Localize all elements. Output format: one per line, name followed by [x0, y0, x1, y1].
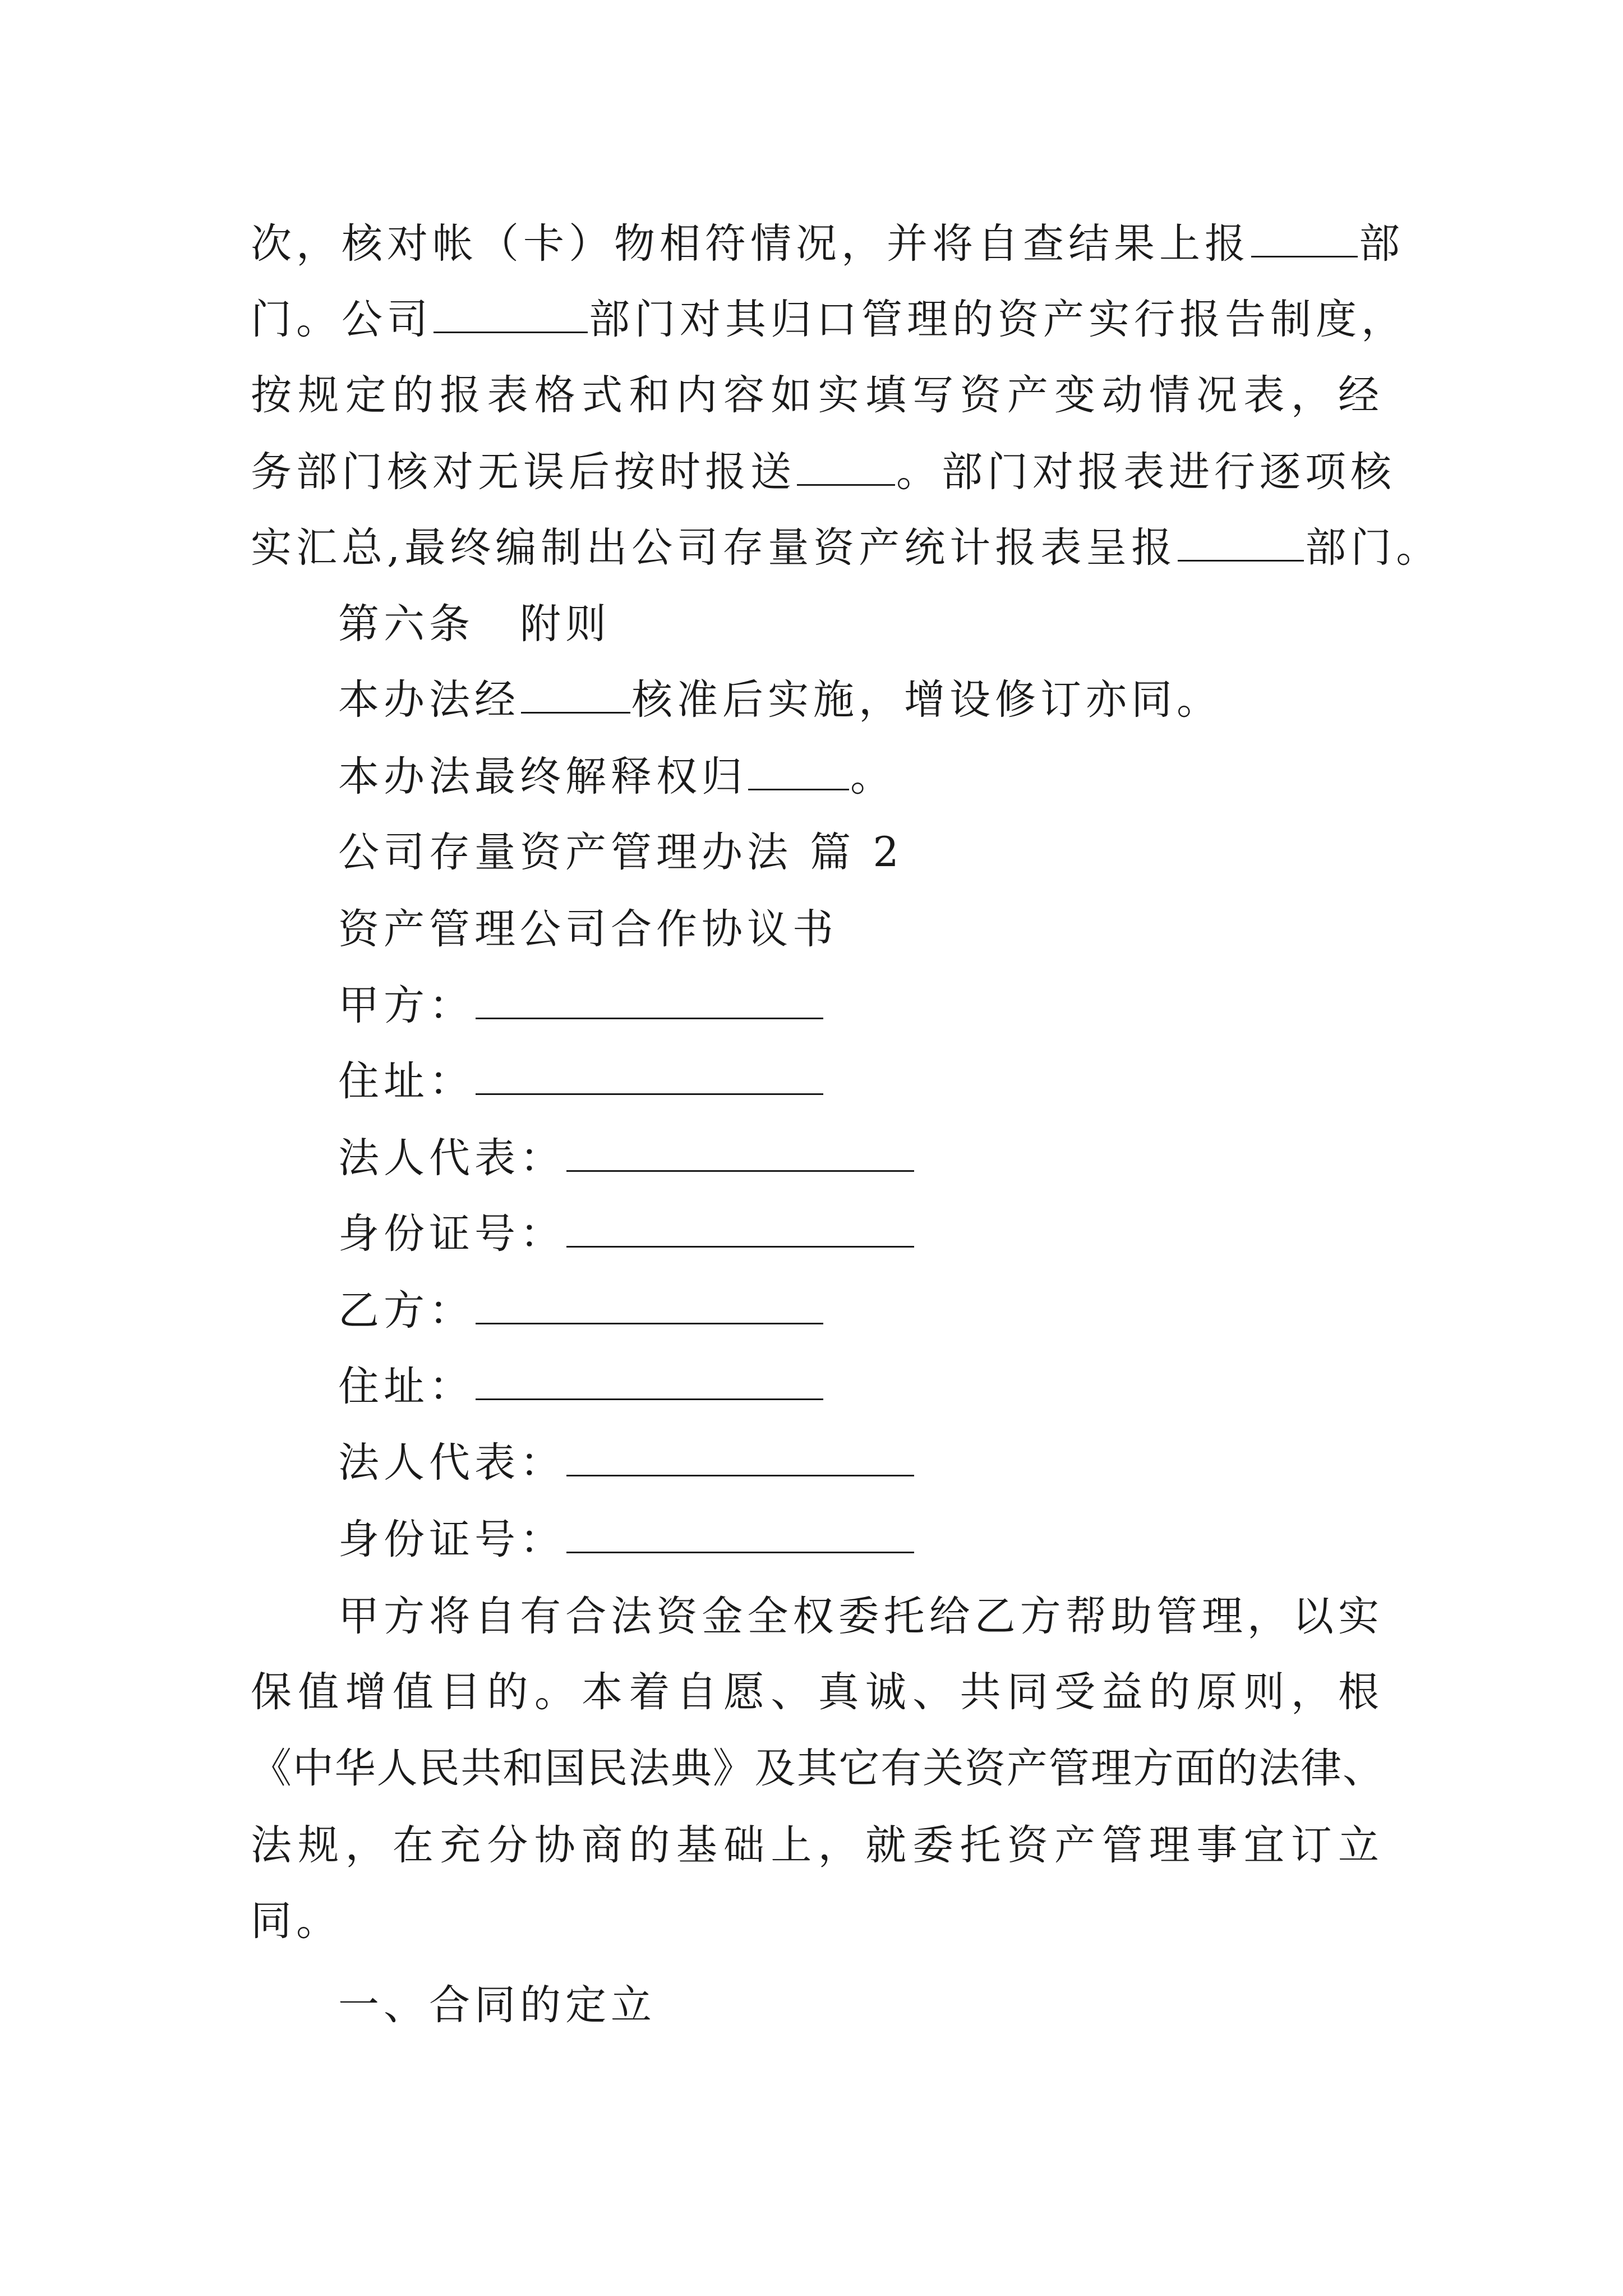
article-heading: 第六条 附则 — [338, 600, 611, 648]
legal-rep-b-row — [338, 1435, 1384, 1491]
address-a-label: 住址： — [338, 1057, 474, 1105]
legal-rep-b-blank — [566, 1440, 914, 1476]
party-a-row — [338, 978, 1384, 1034]
text-run: 核准后实施，增设修订亦同。 — [631, 676, 1222, 724]
section-title: 公司存量资产管理办法 篇 2 — [338, 829, 903, 876]
text-run: 部 — [1359, 220, 1404, 268]
address-b-label: 住址： — [338, 1363, 474, 1410]
party-a-label: 甲方： — [338, 982, 474, 1029]
paragraph-line — [251, 216, 1404, 272]
fill-blank — [521, 677, 630, 714]
fill-blank — [748, 754, 849, 790]
fill-blank — [434, 297, 588, 333]
legal-rep-b-label: 法人代表： — [338, 1439, 565, 1487]
id-b-label: 身份证号： — [338, 1516, 565, 1563]
id-b-blank — [566, 1517, 914, 1553]
text-run: 。 — [850, 753, 896, 800]
text-run: 次，核对帐（卡）物相符情况，并将自查结果上报 — [251, 220, 1250, 268]
text-run: 本办法经 — [338, 676, 520, 724]
id-a-label: 身份证号： — [338, 1210, 565, 1258]
party-b-blank — [476, 1288, 823, 1324]
paragraph-line — [251, 520, 1442, 576]
fill-blank — [1251, 221, 1358, 257]
address-b-blank — [476, 1364, 823, 1400]
party-b-label: 乙方： — [338, 1287, 474, 1335]
address-b-row — [338, 1359, 1384, 1415]
text-run: 本办法最终解释权归 — [338, 753, 747, 800]
legal-rep-a-label: 法人代表： — [338, 1134, 565, 1182]
text-run: 门。公司 — [251, 296, 432, 343]
legal-rep-a-row — [338, 1130, 1384, 1186]
article-line — [338, 749, 1384, 805]
id-b-row — [338, 1512, 1384, 1568]
text-run: 部门。 — [1305, 524, 1442, 572]
intro-line: 《中华人民共和国民法典》及其它有关资产管理方面的法律、 — [251, 1745, 1384, 1792]
fill-blank — [797, 449, 895, 486]
text-run: 务部门核对无误后按时报送 — [251, 448, 796, 496]
text-run: 。部门对报表进行逐项核 — [896, 448, 1396, 496]
article-line — [338, 672, 1384, 728]
intro-line: 保值增值目的。本着自愿、真诚、共同受益的原则，根 — [251, 1668, 1384, 1716]
party-b-row — [338, 1283, 1384, 1339]
intro-line: 同。 — [251, 1897, 342, 1945]
id-a-row — [338, 1206, 1384, 1262]
address-a-blank — [476, 1059, 823, 1095]
paragraph-line — [251, 444, 1396, 500]
text-run: 部门对其归口管理的资产实行报告制度， — [589, 296, 1407, 343]
intro-line: 法规，在充分协商的基础上，就委托资产管理事宜订立 — [251, 1821, 1384, 1869]
agreement-title: 资产管理公司合作协议书 — [338, 905, 838, 953]
paragraph-line: 按规定的报表格式和内容如实填写资产变动情况表，经 — [251, 371, 1384, 419]
party-a-blank — [476, 983, 823, 1019]
paragraph-line — [251, 292, 1407, 348]
id-a-blank — [566, 1211, 914, 1248]
text-run: 实汇总,最终编制出公司存量资产统计报表呈报 — [251, 524, 1177, 572]
clause-heading: 一、合同的定立 — [338, 1981, 656, 2029]
legal-rep-a-blank — [566, 1135, 914, 1172]
fill-blank — [1178, 525, 1304, 562]
address-a-row — [338, 1053, 1384, 1110]
intro-line: 甲方将自有合法资金全权委托给乙方帮助管理，以实 — [338, 1593, 1384, 1640]
